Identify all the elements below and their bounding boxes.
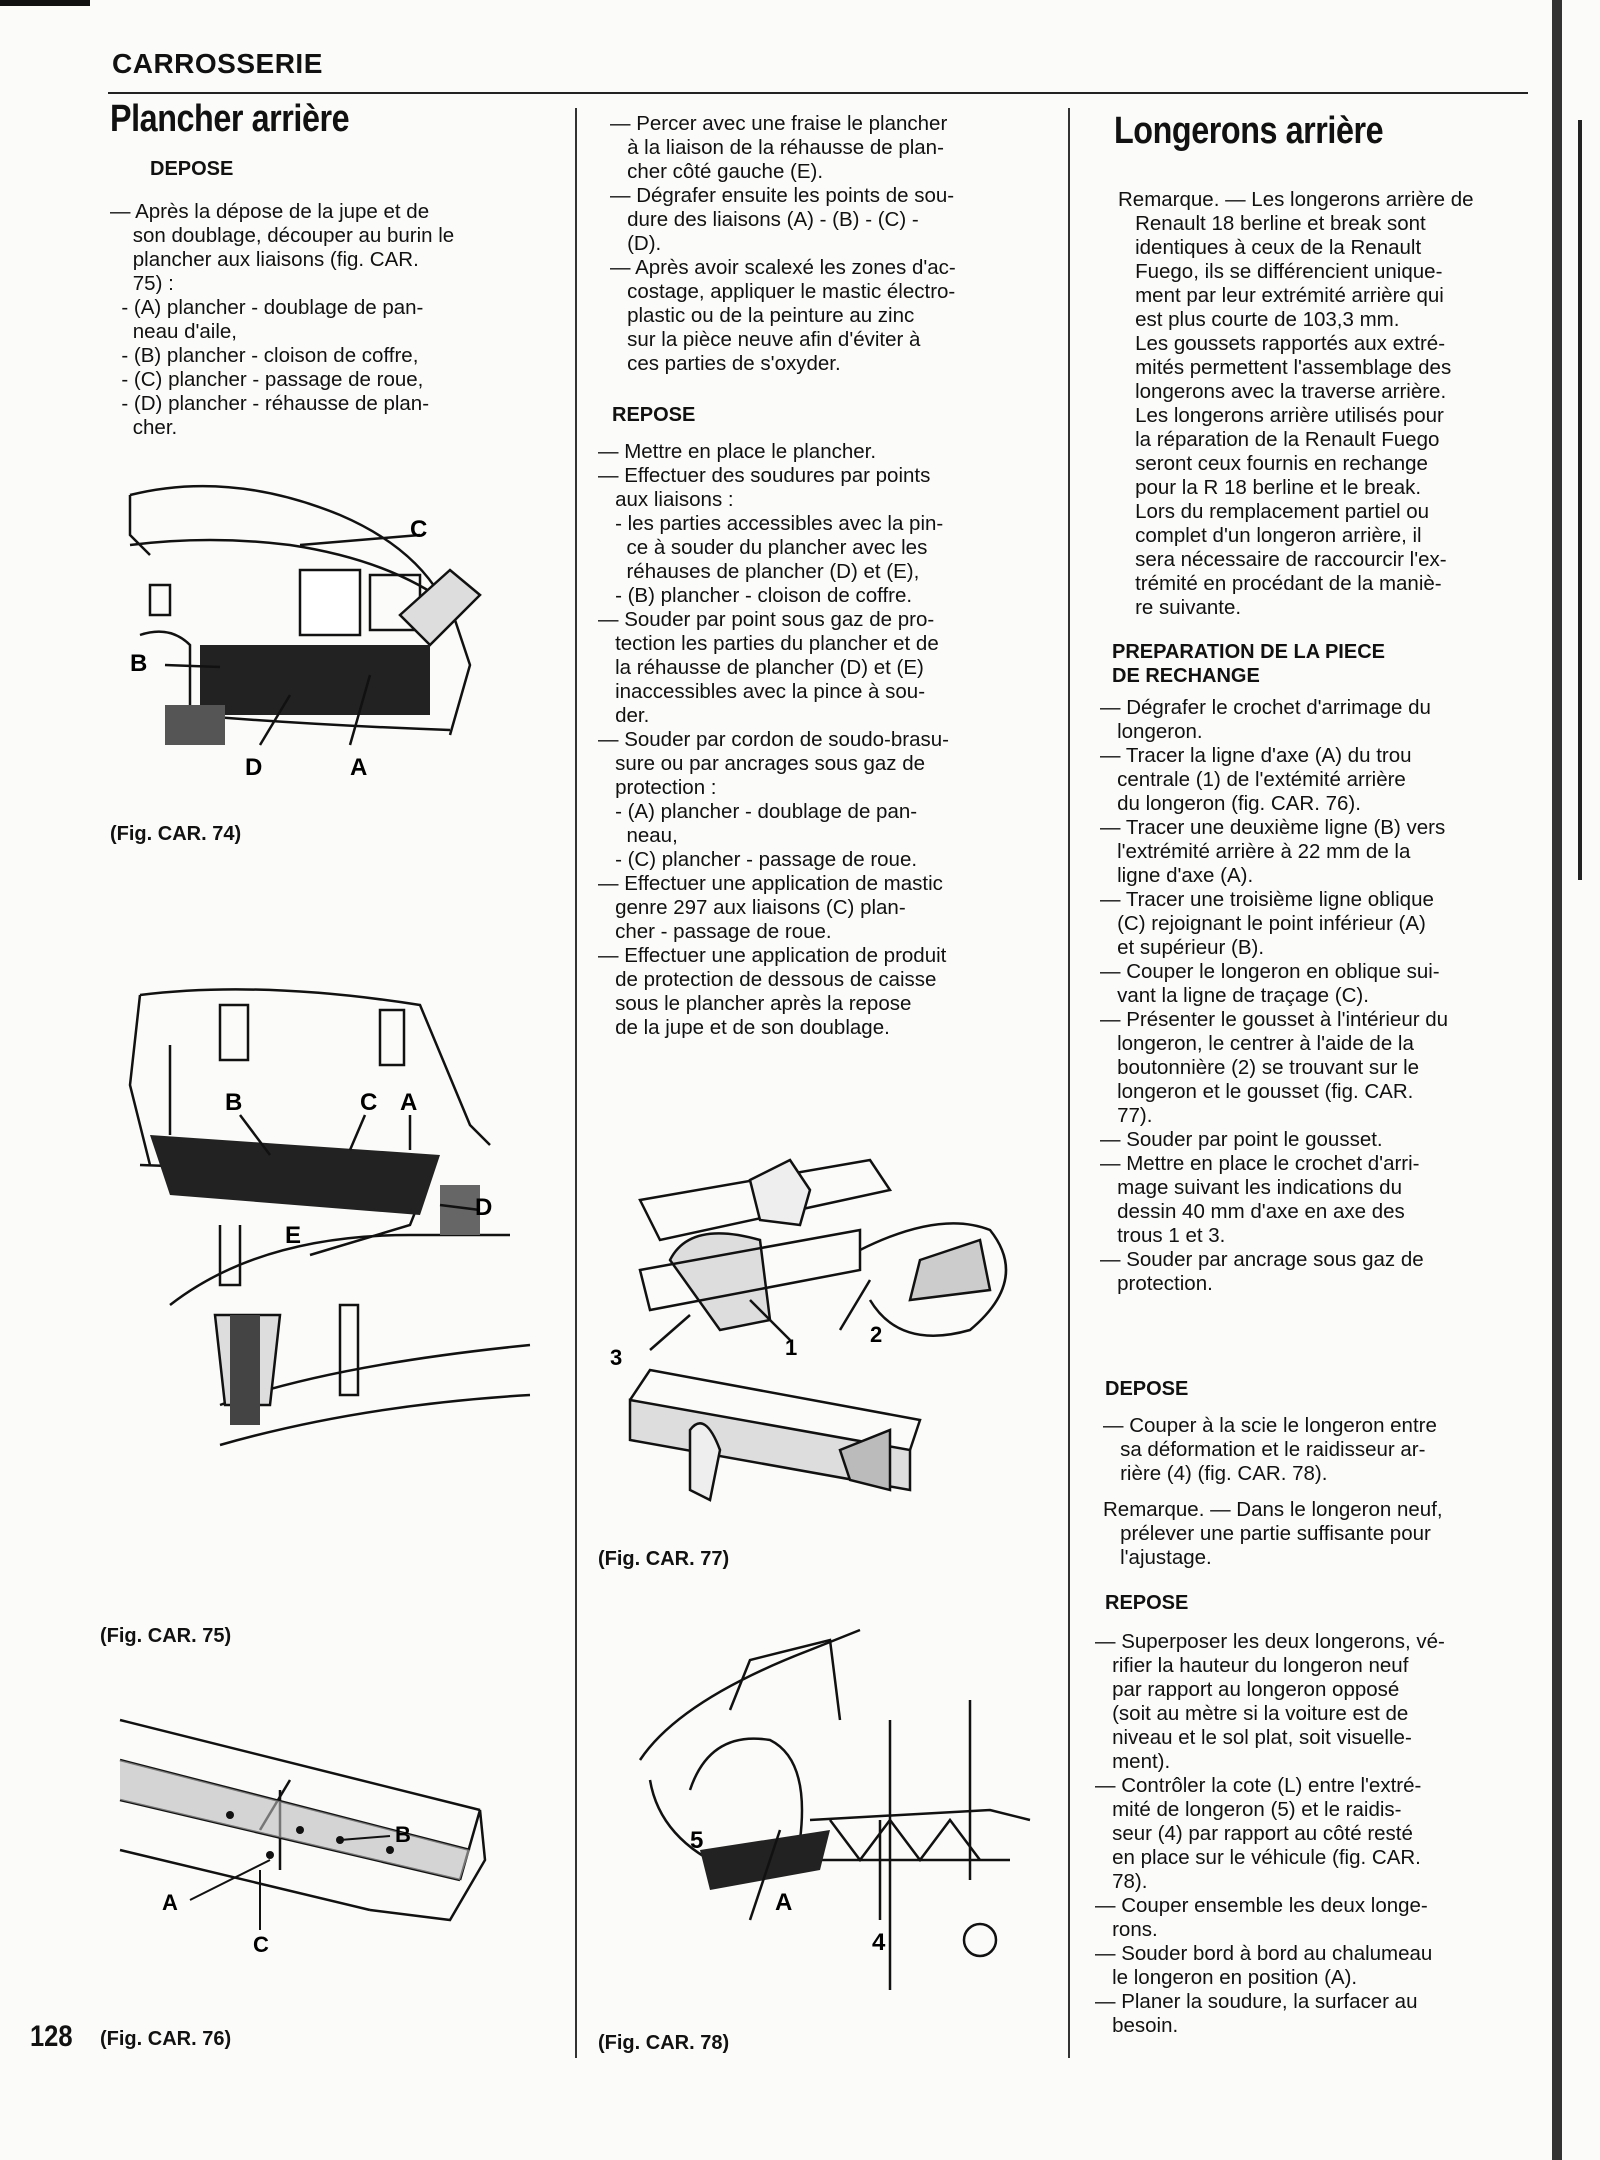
paragraph-repose: — Mettre en place le plancher. — Effectuer des soudures par points aux liaisons : - les parties accessibles avec la pin- ce à souder du plancher avec les réhauses de plancher (D) et (E), - (B) plancher - cloison de coffre. — Souder par point sous gaz de pro- tection les parties du plancher et de la réhausse de plancher (D) et (E) inaccessibles avec la pince à sou- der. — Souder par cordon de soudo-brasu- sure ou par ancrages sous gaz de protection : - (A) plancher - doublage de pan- neau, - (C) plancher - passage de roue. — Effectuer une application de mastic genre 297 aux liaisons (C) plan- cher - passage de roue. — Effectuer une application de produit de protection de dessous de caisse sous le plancher après la repose de la jupe et de son doublage. xyxy=(598,440,949,1039)
caption-fig-74: (Fig. CAR. 74) xyxy=(110,823,242,845)
paragraph-depose-cont: — Percer avec une fraise le plancher à la liaison de la réhausse de plan- cher côté gauche (E). — Dégrafer ensuite les points de sou- dure des liaisons (A) - (B) - (C) - (D). — Après avoir scalexé les zones d'ac- costage, appliquer le mastic électro- plastic ou de la peinture au zinc sur la pièce neuve afin d'éviter à ces parties de s'oxyder. xyxy=(610,112,956,375)
paragraph-depose: — Après la dépose de la jupe et de son doublage, découper au burin le plancher aux liaisons (fig. CAR. 75) : - (A) plancher - doublage de pan- neau d'aile, - (B) plancher - cloison de coffre, - (C) plancher - passage de roue, - (D) plancher - réhausse de plan- cher. xyxy=(110,200,455,439)
paragraph-preparation: — Dégrafer le crochet d'arrimage du longeron. — Tracer la ligne d'axe (A) du trou centrale (1) de l'extémité arrière du longeron (fig. CAR. 76). — Tracer une deuxième ligne (B) vers l'extrémité arrière à 22 mm de la ligne d'axe (A). — Tracer une troisième ligne oblique (C) rejoignant le point inférieur (A) et supérieur (B). — Couper le longeron en oblique sui- vant la ligne de traçage (C). — Présenter le gousset à l'intérieur du longeron, le centrer à l'aide de la boutonnière (2) se trouvant sur le longeron et le gousset (fig. CAR. 77). — Souder par point le gousset. — Mettre en place le crochet d'arri- mage suivant les indications du dessin 40 mm d'axe en axe des trous 1 et 3. — Souder par ancrage sous gaz de protection. xyxy=(1100,696,1449,1295)
fig75-label-d: D xyxy=(475,1194,493,1221)
fig74-label-c: C xyxy=(410,516,428,543)
fig74-label-d: D xyxy=(245,754,263,781)
section-title-longerons: Longerons arrière xyxy=(1114,110,1384,152)
figure-car-78 xyxy=(630,1620,1050,1990)
page-corner-mark xyxy=(0,0,90,6)
fig74-label-a: A xyxy=(350,754,368,781)
fig74-label-b: B xyxy=(130,650,148,677)
paragraph-repose-longeron: — Superposer les deux longerons, vé- rifier la hauteur du longeron neuf par rapport au longeron opposé (soit au mètre si la voiture est de niveau et le sol plat, soit visuelle- ment). — Contrôler la cote (L) entre l'extré- mité de longeron (5) et le raidis- seur (4) par rapport au côté resté en place sur le véhicule (fig. CAR. 78). — Couper ensemble les deux longe- rons. — Souder bord à bord au chalumeau le longeron en position (A). — Planer la soudure, la surfacer au besoin. xyxy=(1095,1630,1445,2037)
fig77-label-1: 1 xyxy=(785,1335,798,1360)
fig78-label-4: 4 xyxy=(872,1929,886,1956)
subheading-repose-longeron: REPOSE xyxy=(1105,1592,1189,1614)
subheading-preparation: PREPARATION DE LA PIECE DE RECHANGE xyxy=(1112,641,1385,687)
figure-car-76 xyxy=(110,1700,510,1960)
fig75-label-a: A xyxy=(400,1089,418,1116)
page-right-edge xyxy=(1552,0,1562,2160)
fig78-label-a: A xyxy=(775,1889,793,1916)
column-divider-1 xyxy=(575,108,577,2058)
figure-car-77 xyxy=(610,1150,1040,1530)
section-title: Plancher arrière xyxy=(110,98,350,140)
subheading-repose: REPOSE xyxy=(612,404,696,426)
fig76-label-b: B xyxy=(395,1822,411,1847)
fig77-label-2: 2 xyxy=(870,1322,883,1347)
fig78-label-5: 5 xyxy=(690,1827,704,1854)
figure-car-74 xyxy=(110,475,530,785)
paragraph-remarque-2: Remarque. — Dans le longeron neuf, prélever une partie suffisante pour l'ajustage. xyxy=(1103,1498,1443,1569)
caption-fig-76: (Fig. CAR. 76) xyxy=(100,2028,232,2050)
caption-fig-75: (Fig. CAR. 75) xyxy=(100,1625,232,1647)
figure-car-75 xyxy=(110,985,540,1565)
subheading-depose-longeron: DEPOSE xyxy=(1105,1378,1189,1400)
fig77-label-3: 3 xyxy=(610,1345,623,1370)
fig75-label-e: E xyxy=(285,1222,302,1249)
section-header: CARROSSERIE xyxy=(112,48,323,79)
subheading-depose: DEPOSE xyxy=(150,158,234,180)
caption-fig-78: (Fig. CAR. 78) xyxy=(598,2032,730,2054)
caption-fig-77: (Fig. CAR. 77) xyxy=(598,1548,730,1570)
fig76-label-c: C xyxy=(253,1932,269,1957)
paragraph-depose-longeron: — Couper à la scie le longeron entre sa déformation et le raidisseur ar- rière (4) (fig. CAR. 78). xyxy=(1103,1414,1437,1485)
header-rule xyxy=(108,92,1528,94)
fig76-label-a: A xyxy=(162,1890,178,1915)
column-divider-2 xyxy=(1068,108,1070,2058)
paragraph-remarque-1: Remarque. — Les longerons arrière de Renault 18 berline et break sont identiques à ceux de la Renault Fuego, ils se différencient unique- ment par leur extrémité arrière qui est plus courte de 103,3 mm. Les goussets rapportés aux extré- mités permettent l'assemblage des longerons avec la traverse arrière. Les longerons arrière utilisés pour la réparation de la Renault Fuego seront ceux fournis en rechange pour la R 18 berline et le break. Lors du remplacement partiel ou complet d'un longeron arrière, il sera nécessaire de raccourcir l'ex- trémité en procédant de la maniè- re suivante. xyxy=(1118,188,1474,619)
page-right-tick xyxy=(1578,120,1582,880)
page-number: 128 xyxy=(30,2020,73,2053)
fig75-label-c: C xyxy=(360,1089,378,1116)
fig75-label-b: B xyxy=(225,1089,243,1116)
